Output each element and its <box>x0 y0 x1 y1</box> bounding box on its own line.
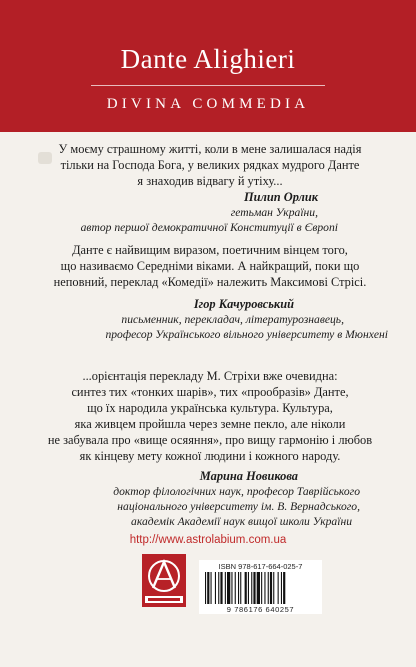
quote-author: Марина Новикова <box>199 469 298 483</box>
quote-orlyk <box>24 141 396 235</box>
quote-line: що називаємо Середніми віками. А найкращий, поки що <box>60 259 360 273</box>
quote-line: я знаходив відвагу й утіху... <box>137 174 283 188</box>
quote-line: Данте є найвищим виразом, поетичним вінцем того, <box>72 243 348 257</box>
quote-line: У моєму страшному житті, коли в мене залишалася надія <box>58 142 362 156</box>
author-role: письменник, перекладач, літературознавець, <box>121 313 344 326</box>
astrolabium-logo-icon <box>142 554 186 607</box>
quote-line: ...орієнтація перекладу М. Стріхи вже очевидна: <box>82 369 338 383</box>
quote-kachurovsky <box>24 242 396 342</box>
barcode <box>199 560 322 614</box>
quote-line: що їх народила українська культура. Культура, <box>87 401 333 415</box>
quote-line: тільки на Господа Бога, у великих рядках мудрого Данте <box>60 158 360 172</box>
book-author-title: Dante Alighieri <box>120 44 296 74</box>
barcode-bars <box>205 572 316 604</box>
quote-line: не забувала про «вище осяяння», про вищу гармонію і любов <box>47 433 373 447</box>
quote-line: неповний, переклад «Комедії» належить Максимові Стрісі. <box>53 275 367 289</box>
quote-line: синтез тих «тонких шарів», тих «прообразів» Данте, <box>71 385 349 399</box>
author-role: доктор філологічних наук, професор Таврійського <box>113 485 360 498</box>
author-role: гетьман України, <box>230 206 318 219</box>
quote-line: яка живцем пройшла через земне пекло, але ніколи <box>74 417 346 431</box>
isbn-label: ISBN 978-617-664-025-7 <box>218 562 303 571</box>
book-title: DIVINA COMMEDIA <box>106 96 310 112</box>
barcode-number: 9 786176 640257 <box>226 605 295 614</box>
author-role: автор першої демократичної Конституції в Європі <box>80 221 338 234</box>
quote-author: Пилип Орлик <box>244 190 318 204</box>
quote-author: Ігор Качуровський <box>193 297 294 311</box>
author-role: професор Українського вільного університету в Мюнхені <box>105 328 388 341</box>
publisher-url[interactable]: http://www.astrolabium.com.ua <box>129 534 287 546</box>
quote-novikova <box>24 368 396 529</box>
quote-line: як кінцеву мету кожної людини і кожного народу. <box>79 449 341 463</box>
author-role: національного університету ім. В. Вернадського, <box>117 500 360 513</box>
author-role: академік Академії наук вищої школи України <box>131 515 352 528</box>
title-divider <box>91 85 325 86</box>
